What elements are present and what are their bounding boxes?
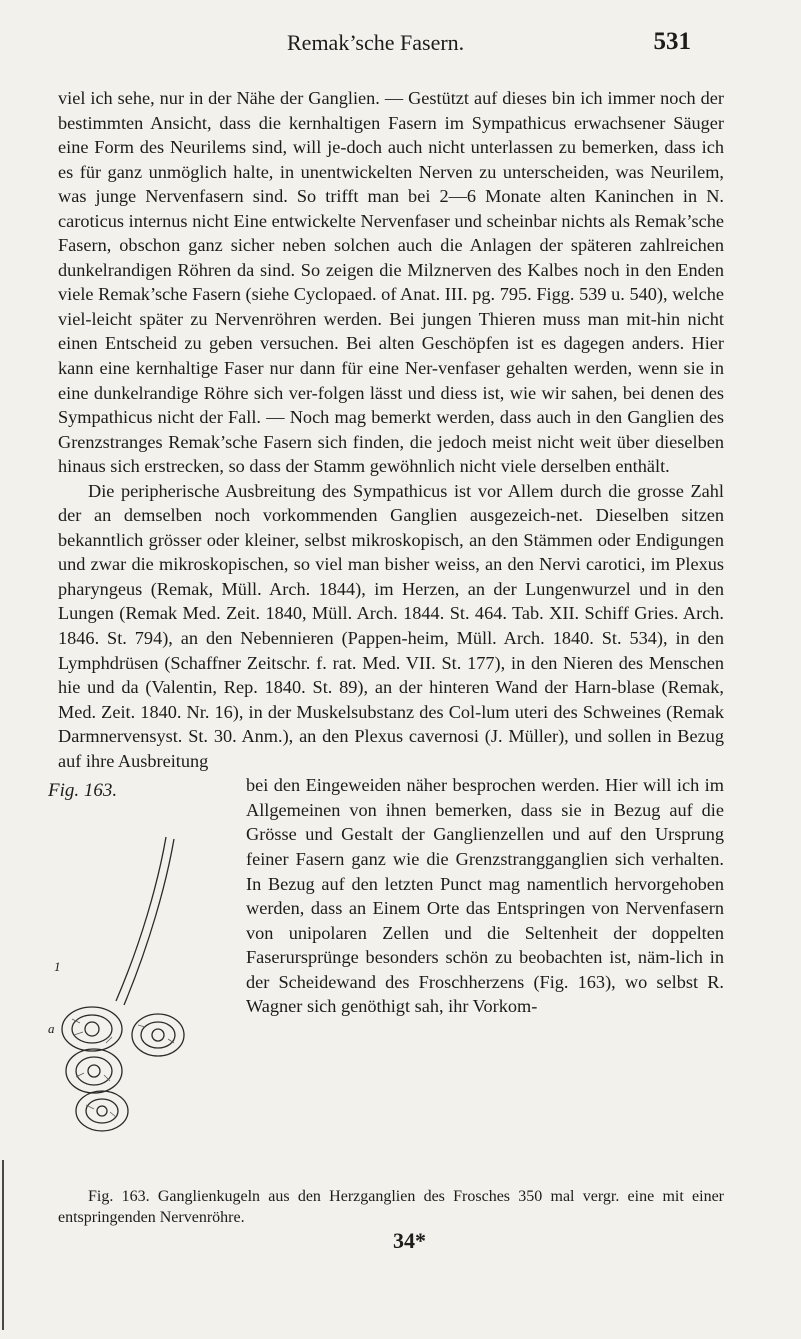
ganglion-cell-right — [132, 1014, 184, 1056]
paragraph-1: viel ich sehe, nur in der Nähe der Ganglien. — Gestützt auf dieses bin ich immer noch der bestimmten Ansicht, dass die kernhaltigen Fasern im Sympathicus erwachsener Säuger eine Form des Neurilems sind, will je-doch auch nicht unterlassen zu bemerken, dass ich es für ganz unmöglich halte, in unentwickelten Nerven zu unterscheiden, was Neurilem, was junge Nervenfasern sind. So trifft man bei 2—6 Monate alten Kaninchen in N. caroticus internus nicht Eine entwickelte Nervenfaser und scheinbar nichts als Remak’sche Fasern, obschon ganz sicher neben solchen auch die Anlagen der späteren zahlreichen dunkelrandigen Röhren da sind. So zeigen die Milznerven des Kalbes noch in den Enden viele Remak’sche Fasern (siehe Cyclopaed. of Anat. III. pg. 795. Figg. 539 u. 540), welche viel-leicht später zu Nervenröhren werden. Bei jungen Thieren muss man mit-hin nicht einen Entscheid zu geben versuchen. Bei alten Geschöpfen ist es dagegen anders. Hier kann eine kernhaltige Faser nur dann für eine Ner-venfaser gehalten werden, wenn sie in eine dunkelrandige Röhre sich ver-folgen lässt und diess ist, wie wir sahen, bei denen des Sympathicus nicht der Fall. — Noch mag bemerkt werden, dass auch in den Ganglien des Grenzstranges Remak’sche Fasern sich finden, die jedoch meist nicht weit über dieselben hinaus sich erstrecken, so dass der Stamm gewöhnlich nicht viele derselben enthält. — [58, 88, 724, 477]
body-text — [48, 86, 724, 1155]
figure-letter-top: 1 — [54, 959, 61, 975]
paragraph-2-wrapped: bei den Eingeweiden näher besprochen werden. Hier will ich im Allgemeinen von ihnen bemerken, dass sie in Bezug auf die Grösse und Gestalt der Ganglienzellen und auf den Ursprung feiner Fasern ganz wie die Grenzstrangganglien sich verhalten. In Bezug auf den letzten Punct mag namentlich hervorgehoben werden, dass an Einem Orte das Entspringen von Nervenfasern von unipolaren Zellen und die Seltenheit der doppelten Faserursprünge besonders schön zu beobachten ist, näm-lich in der Scheidewand des Froschherzens (Fig. 163), wo selbst R. Wagner sich genöthigt sah, ihr Vorkom- — [246, 775, 724, 1017]
ganglion-cells-illustration — [46, 773, 246, 1153]
figure-letter-a: a — [48, 1021, 55, 1037]
ganglion-cell-upper — [62, 1007, 122, 1051]
nerve-fibre-inner — [124, 839, 174, 1005]
page-header — [0, 18, 801, 58]
figure-163 — [46, 773, 246, 1155]
page-number: 531 — [653, 28, 691, 55]
caption-text: Fig. 163. Ganglienkugeln aus den Herzganglien des Frosches 350 mal vergr. eine mit einer entspringenden Nervenröhre. — [58, 1188, 724, 1226]
nerve-fibre-outer — [116, 837, 166, 1001]
figure-label: Fig. 163. — [48, 780, 118, 802]
figure-caption — [58, 1186, 724, 1228]
ganglion-cell-lower — [76, 1091, 128, 1131]
page-edge — [2, 1160, 4, 1330]
running-title: Remak’sche Fasern. — [287, 30, 465, 55]
ganglion-cell-middle — [66, 1049, 122, 1093]
signature-mark: 34* — [393, 1228, 426, 1253]
paragraph-2-lead: Die peripherische Ausbreitung des Sympathicus ist vor Allem durch die grosse Zahl der an demselben noch vorkommenden Ganglien ausgezeich-net. Dieselben sitzen bekanntlich grösser oder kleiner, selbst mikroskopisch, an den Stämmen oder Endigungen und zwar die mikroskopischen, so viel man bisher weiss, an den Nervi carotici, im Plexus pharyngeus (Remak, Müll. Arch. 1844), im Herzen, an der Lungenwurzel und in den Lungen (Remak Med. Zeit. 1840, Müll. Arch. 1844. St. 464. Tab. XII. Schiff Gries. Arch. 1846. St. 794), an den Nebennieren (Pappen-heim, Müll. Arch. 1840. St. 534), in den Lymphdrüsen (Schaffner Zeitschr. f. rat. Med. VII. St. 177), in den Nieren des Menschen hie und da (Valentin, Rep. 1840. St. 89), an der hinteren Wand der Harn-blase (Remak, Med. Zeit. 1840. Nr. 16), in der Muskelsubstanz des Col-lum uteri des Schweines (Remak Darmnervensyst. St. 30. Anm.), an den Plexus cavernosi (J. Müller), und sollen in Bezug auf ihre Ausbreitung — [58, 480, 724, 771]
